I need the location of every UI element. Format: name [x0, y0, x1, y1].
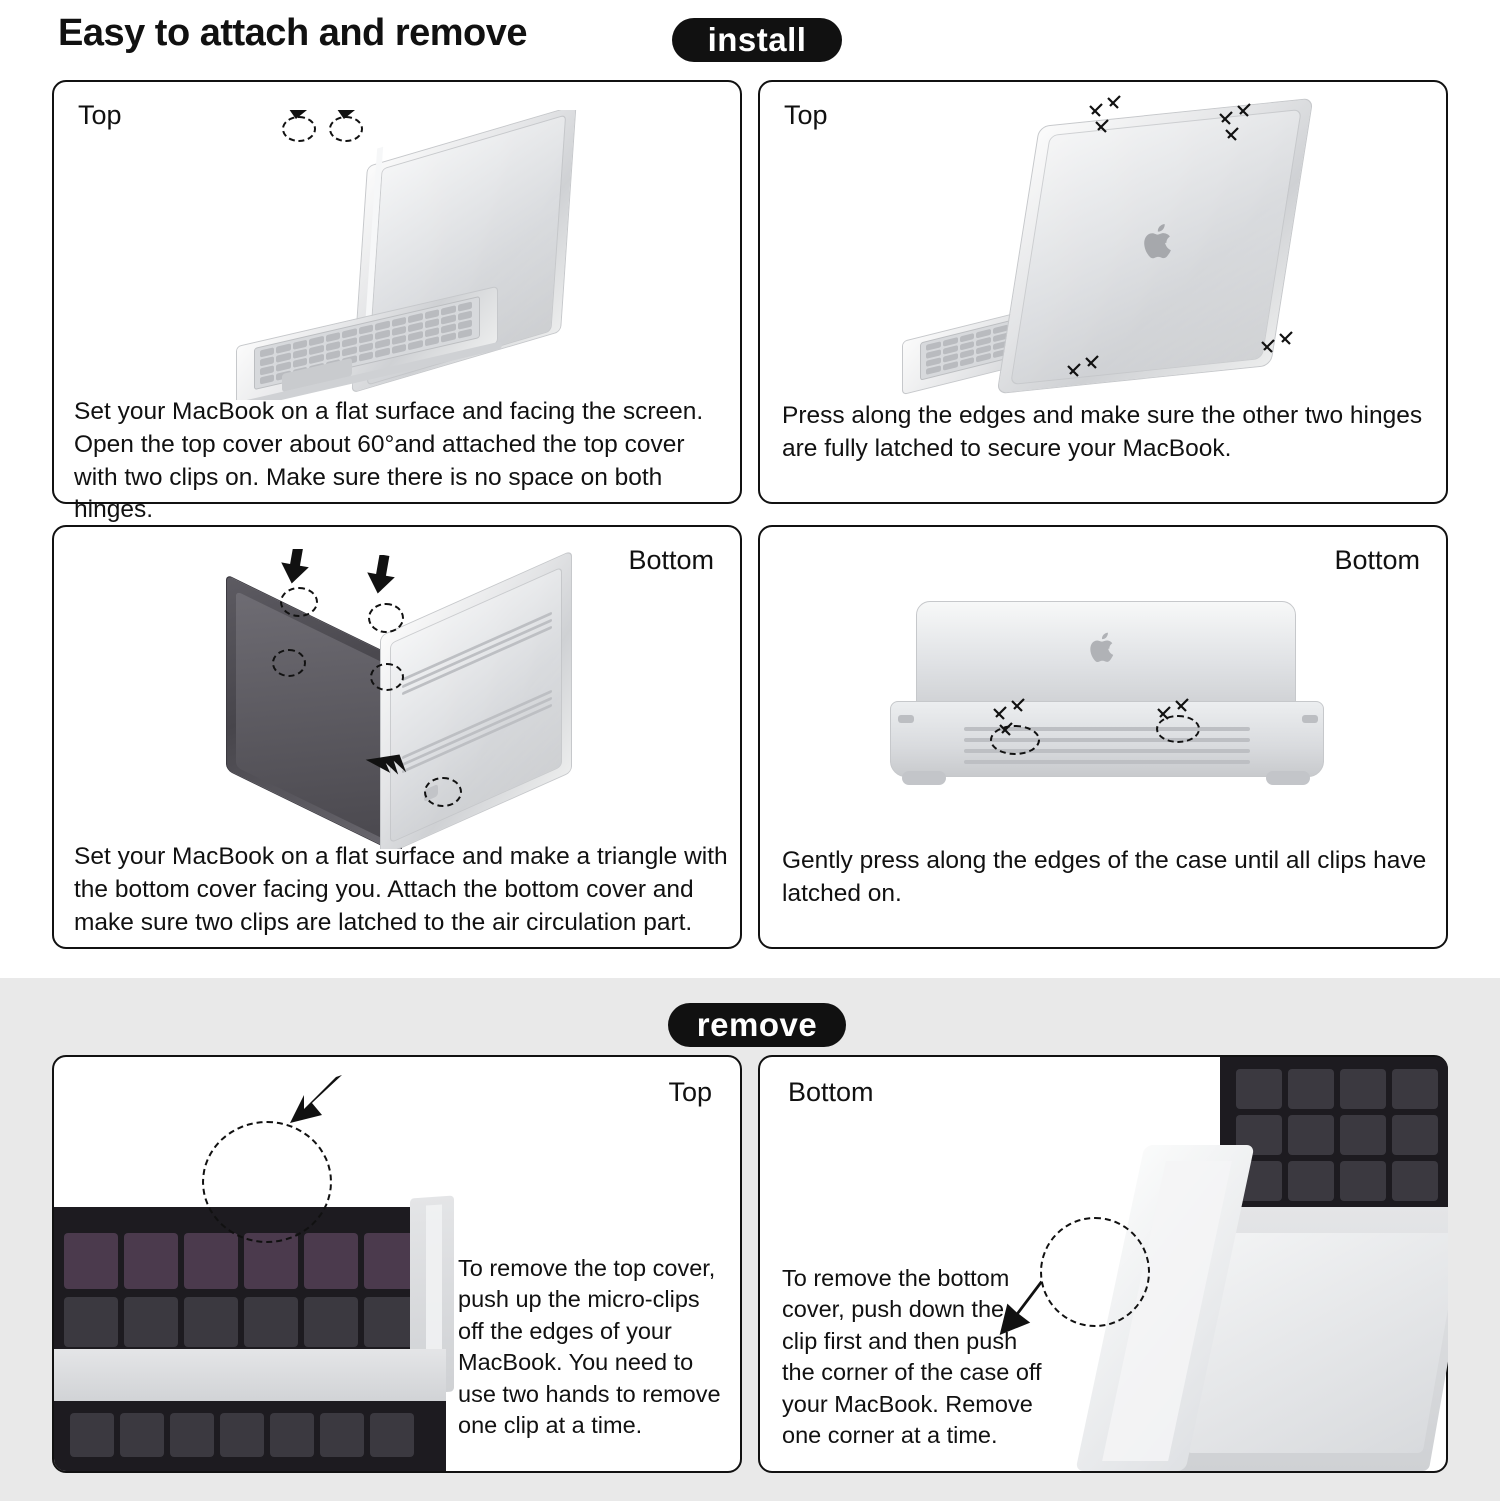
install-step-bottom-press-card	[758, 525, 1448, 949]
arrow-down-icon	[328, 110, 368, 120]
install-step-bottom-card	[52, 525, 742, 949]
clip-marker-icon	[424, 777, 462, 807]
clip-marker-icon	[280, 587, 318, 617]
clip-marker-icon	[1080, 94, 1136, 140]
card-label-remove-top: Top	[668, 1077, 712, 1107]
page-title: Easy to attach and remove	[58, 12, 528, 54]
clip-marker-icon	[1156, 715, 1200, 743]
install-step-top-card	[52, 80, 742, 524]
clip-marker-icon	[368, 603, 404, 633]
install-step-top-press-card	[758, 80, 1448, 504]
badge-remove: remove	[668, 1003, 846, 1047]
apple-logo-icon	[1088, 631, 1118, 665]
clip-marker-icon	[990, 725, 1040, 755]
arrow-down-icon	[280, 110, 320, 120]
card-label-top: Top	[78, 100, 122, 130]
arrow-down-icon	[364, 753, 410, 785]
arrow-down-icon	[362, 555, 402, 595]
illustration-remove-bottom	[992, 1057, 1448, 1471]
badge-install: install	[672, 18, 842, 62]
remove-step-bottom-card	[758, 1055, 1448, 1473]
card-text-remove-bottom: To remove the bottom cover, push down the clip first and then push the corner of the case off your MacBook. Remove one corner at a time.	[782, 1265, 1042, 1449]
illustration-press-edges-bottom	[860, 575, 1360, 837]
card-label-bottom: Bottom	[628, 545, 714, 575]
illustration-attach-top	[174, 110, 644, 400]
clip-marker-icon	[1210, 98, 1266, 148]
clip-marker-icon	[1058, 350, 1114, 400]
clip-marker-icon	[370, 663, 404, 691]
card-label-remove-bottom: Bottom	[788, 1077, 874, 1107]
card-text-install-top: Set your MacBook on a flat surface and facing the screen. Open the top cover about 60°and attached the top cover with two clips on. Make sure there is no space on both hinges.	[74, 398, 704, 524]
illustration-attach-bottom	[184, 549, 664, 849]
remove-step-top-card	[52, 1055, 742, 1473]
apple-logo-icon	[1142, 222, 1176, 262]
card-text-remove-top: To remove the top cover, push up the micro-clips off the edges of your MacBook. You need to use two hands to remove one clip at a time.	[458, 1255, 721, 1439]
card-text-install-bottom: Set your MacBook on a flat surface and make a triangle with the bottom cover facing you. Attach the bottom cover and make sure two clips are latched to the air circulation part.	[74, 843, 728, 936]
card-label-top-2: Top	[784, 100, 828, 130]
clip-marker-icon	[272, 649, 306, 677]
arrow-down-icon	[276, 549, 316, 585]
card-text-install-top-press: Press along the edges and make sure the other two hinges are fully latched to secure your MacBook.	[782, 402, 1423, 462]
clip-marker-icon	[1252, 326, 1308, 376]
illustration-remove-top	[54, 1057, 474, 1471]
arrow-up-icon	[278, 1071, 350, 1141]
card-text-install-bottom-press: Gently press along the edges of the case until all clips have latched on.	[782, 847, 1427, 907]
card-label-bottom-2: Bottom	[1334, 545, 1420, 575]
illustration-press-edges-top	[880, 94, 1420, 406]
